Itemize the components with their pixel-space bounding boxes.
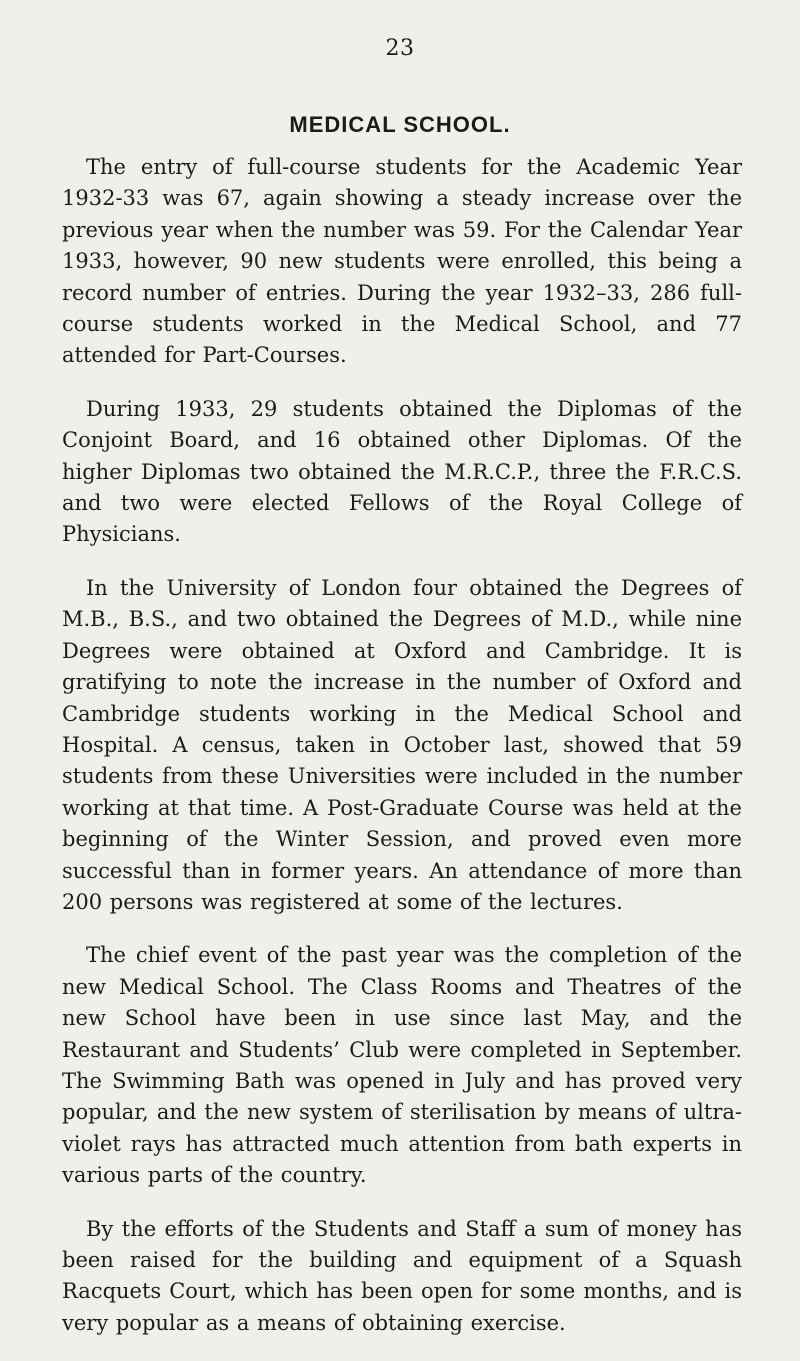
paragraph-university-degrees: In the University of London four obtained the Degrees of M.B., B.S., and two obtained the Degrees of M.D., while nine Degrees were obtained at Oxford and Cambridge. It is gratifying to note the increase in the number of Oxford and Cambridge students working in the Medical School and Hospital. A census, taken in October last, showed that 59 students from these Universities were included in the number working at that time. A Post-Graduate Course was held at the beginning of the Winter Session, and proved even more successful than in former years. An attendance of more than 200 persons was registered at some of the lectures. <box>62 575 742 914</box>
paragraph-new-medical-school: The chief event of the past year was the completion of the new Medical School. The Class Rooms and Theatres of the new School have been in use since last May, and the Restaurant and Students’ Club were completed in September. The Swimming Bath was opened in July and has proved very popular, and the new system of sterilisation by means of ultra-violet rays has attracted much attention from bath experts in various parts of the country. <box>62 943 742 1188</box>
section-heading: MEDICAL SCHOOL. <box>289 112 511 137</box>
paragraph-squash-court: By the efforts of the Students and Staff a sum of money has been raised for the building and equipment of a Squash Racquets Court, which has been open for some months, and is very popular as a means of obtaining exercise. <box>62 1216 742 1335</box>
paragraph-entry-of-students: The entry of full-course students for the Academic Year 1932-33 was 67, again showing a steady increase over the previous year when the number was 59. For the Calendar Year 1933, however, 90 new students were enrolled, this being a record number of entries. During the year 1932–33, 286 full-course students worked in the Medical School, and 77 attended for Part-Courses. <box>62 155 742 368</box>
page-number: 23 <box>385 36 415 61</box>
body-text <box>62 152 742 1361</box>
paragraph-diplomas: During 1933, 29 students obtained the Diplomas of the Conjoint Board, and 16 obtained other Diplomas. Of the higher Diplomas two obtained the M.R.C.P., three the F.R.C.S. and two were elected Fellows of the Royal College of Physicians. <box>62 396 742 547</box>
